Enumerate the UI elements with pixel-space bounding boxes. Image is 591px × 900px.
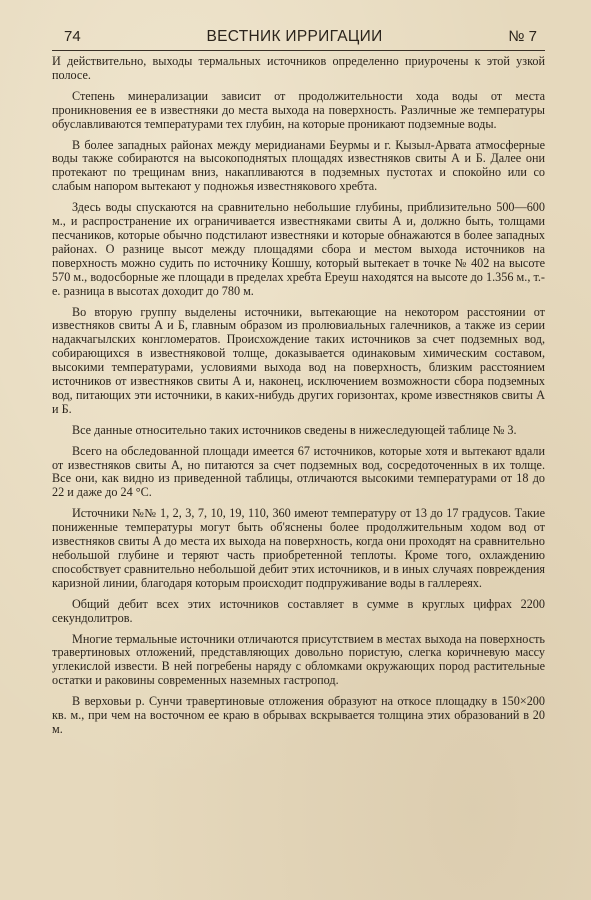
paragraph: Многие термальные источники отличаются присутствием в местах выхода на поверхность травертиновых отложений, представляющих довольно пористую, слегка коричневую массу углекислой извести. В ней погребены наряду с обломками окружающих пород растительные остатки и раковины современных наземных гастропод.	[52, 631, 545, 688]
paragraph: Всего на обследованной площади имеется 67 источников, которые хотя и вытекают вдали от известняков свиты А, но питаются за счет подземных вод, сосредоточенных в их толще. Все они, как видно из приведенной таблицы, отличаются высокими температурами от 18 до 22 и даже до 24 °С.	[52, 443, 545, 500]
page-number: 74	[64, 28, 81, 45]
paragraph: Источники №№ 1, 2, 3, 7, 10, 19, 110, 360 имеют температуру от 13 до 17 градусов. Такие пониженные температуры могут быть об'яснены более продолжительным ходом вод от известняков свиты А до места их выхода на поверхность, когда они проходят на сравнительно небольшой глубине и теряют часть приобретенной теплоты. Кроме того, охлаждению способствует сравнительно небольшой дебит этих источников, и в иных случаях повреждения каризной линии, благодаря которым происходит подпруживание воды в галлереях.	[52, 506, 545, 590]
journal-title: ВЕСТНИК ИРРИГАЦИИ	[206, 28, 383, 45]
paragraph: Все данные относительно таких источников сведены в нижеследующей таблице № 3.	[72, 422, 517, 437]
paragraph: И действительно, выходы термальных источников определенно приурочены к этой узкой полосе.	[52, 54, 545, 82]
issue-number: № 7	[508, 28, 537, 45]
article-body	[52, 55, 545, 737]
paragraph: Общий дебит всех этих источников составляет в сумме в круглых цифрах 2200 секундолитров.	[52, 596, 545, 625]
paragraph: Степень минерализации зависит от продолжительности хода воды от места проникновения ее в известняки до места выхода на поверхность. Различные же температуры обуславливаются температурами тех глубин, на которые проникают подземные воды.	[52, 88, 545, 131]
paragraph: Во вторую группу выделены источники, вытекающие на некотором расстоянии от известняков свиты А и Б, главным образом из пролювиальных галечников, а также из серии надакчагылских конгломератов. Происхождение таких источников за счет подземных вод, собирающихся в известняковой толще, доказывается одинаковым химическим составом, высокими температурами, условиями выхода вод на поверхность, близким расстоянием источников от известняков свиты А и, наконец, исключением возможности сбора подземных вод, питающих эти источники, в каких-нибудь других горизонтах, кроме известняков свиты А и Б.	[52, 304, 545, 416]
paragraph: Здесь воды спускаются на сравнительно небольшие глубины, приблизительно 500—600 м., и распространение их ограничивается известняками свиты А и, должно быть, толщами песчаников, которые обычно подстилают известняки и которые обнажаются в более западных районах. О разнице высот между площадями сбора и местом выхода источников на поверхность можно судить по источнику Кошшу, который вытекает в точке № 402 на высоте 570 м., водосборные же площади в пределах хребта Ереуш находятся на высоте до 1.356 м., т.-е. разница в высотах доходит до 780 м.	[52, 200, 545, 298]
paragraph: В более западных районах между меридианами Беурмы и г. Кызыл-Арвата атмосферные воды также собираются на высокоподнятых площадях известняков свиты А и Б. Далее они протекают по трещинам вниз, накапливаются в подземных пустотах и спокойно или со слабым напором вытекают у подножья известнякового хребта.	[52, 137, 545, 194]
page-header	[52, 28, 545, 51]
paragraph: В верховьи р. Сунчи травертиновые отложения образуют на откосе площадку в 150×200 кв. м., при чем на восточном ее краю в обрывах вскрывается толщина этих образований в 20 м.	[52, 694, 545, 736]
